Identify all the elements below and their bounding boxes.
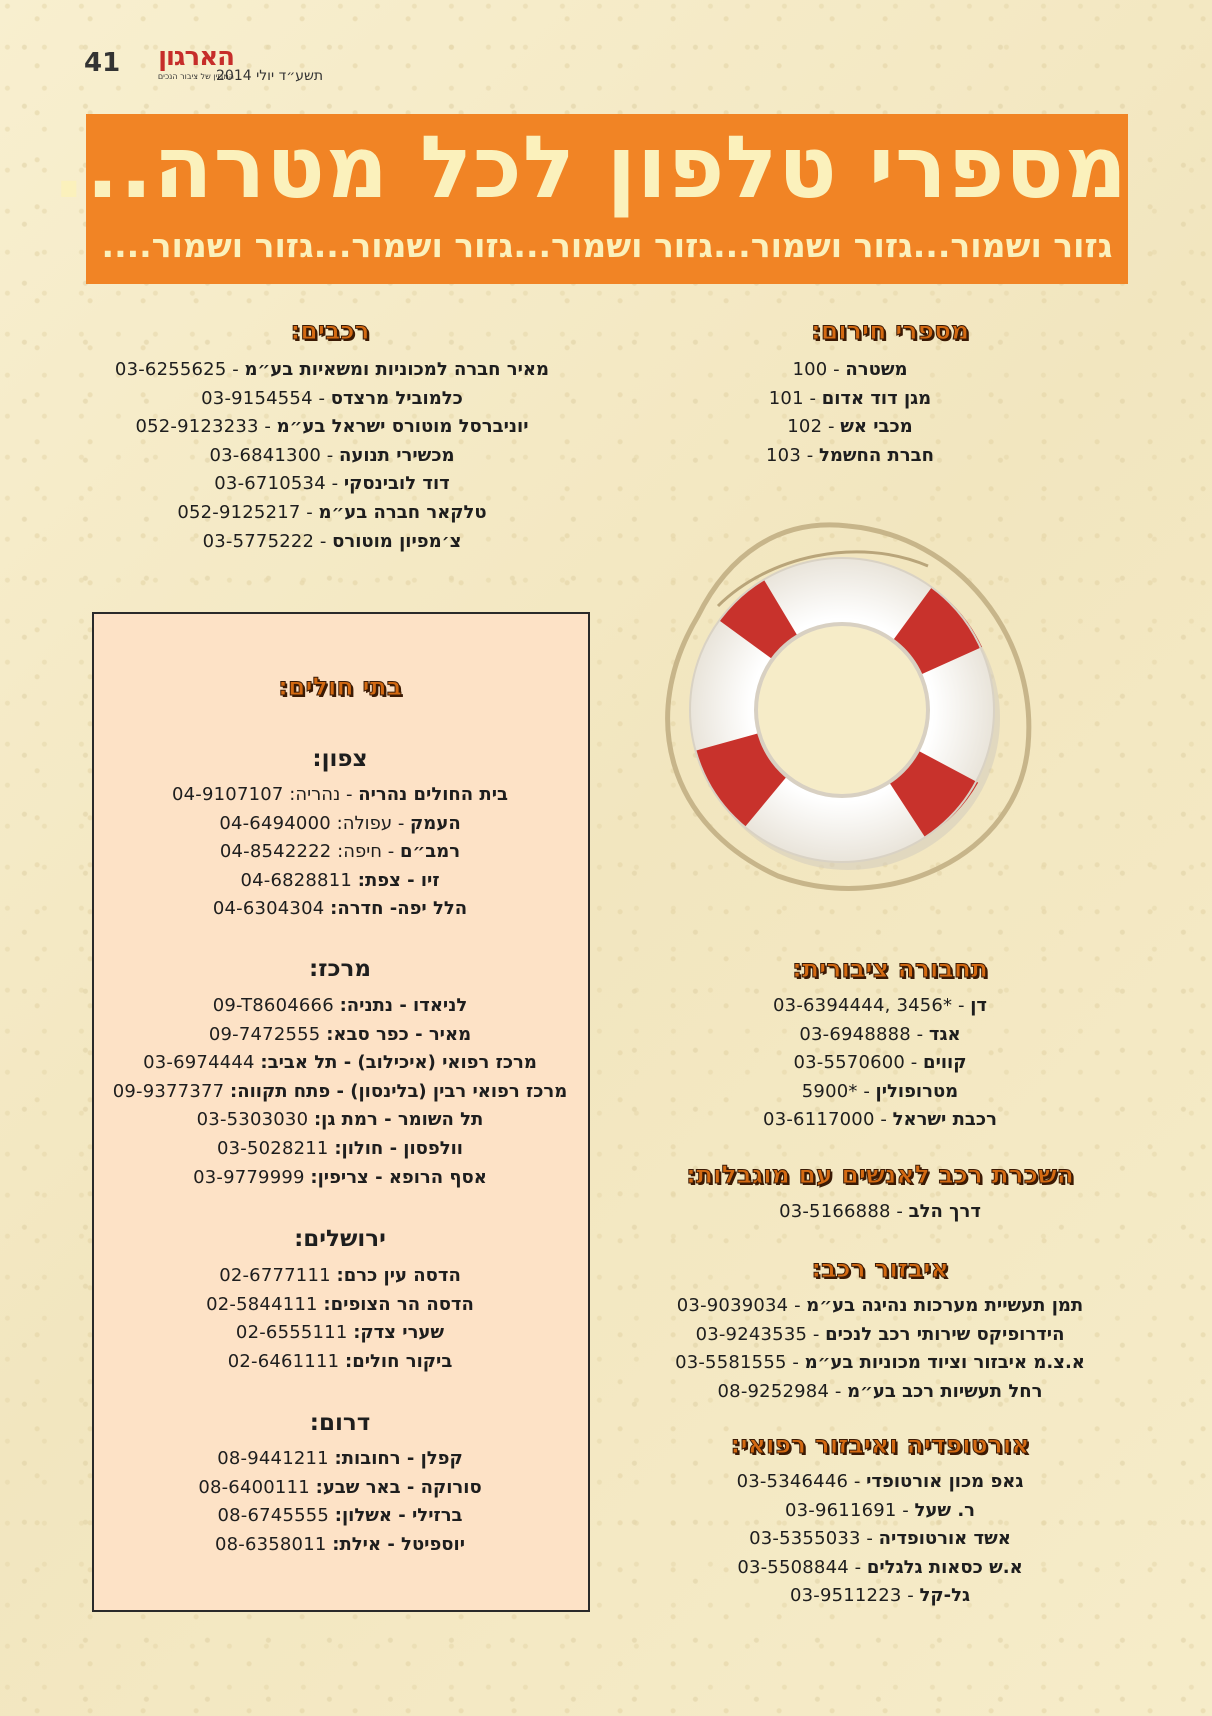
entry-name: אגד — [928, 1023, 961, 1045]
list-item: ר. שעל - 03-9611691 — [680, 1497, 1080, 1526]
entry-phone: 100 — [792, 359, 828, 380]
entry-phone: 03-6974444 — [143, 1052, 255, 1074]
list-item: מטרופולין - 5900* — [740, 1078, 1020, 1107]
emergency-list — [720, 356, 980, 470]
list-item: מכבי אש - 102 — [720, 413, 980, 442]
entry-name: סורוקה - באר שבע: — [315, 1476, 482, 1498]
entry-phone: 03-9511223 — [789, 1585, 902, 1607]
entry-phone: 03-5581555 — [675, 1352, 787, 1374]
entry-phone: 03-5303030 — [196, 1109, 309, 1131]
entry-name: גל-קל — [919, 1585, 971, 1607]
list-item — [100, 1348, 580, 1377]
orthopedics-list — [680, 1468, 1080, 1611]
emergency-heading: מספרי חירום: — [810, 316, 970, 345]
entry-name: משטרה — [845, 359, 908, 380]
list-item: קווים - 03-5570600 — [740, 1049, 1020, 1078]
entry-phone: 052-9125217 — [177, 501, 301, 523]
rental-heading: השכרת רכב לאנשים עם מוגבלות: — [685, 1160, 1074, 1189]
entry-name: ביקור חולים: — [345, 1350, 453, 1372]
list-item: כלמוביל מרצדס - 03-9154554 — [92, 385, 572, 414]
entry-name: מאיר חברה למכוניות ומשאיות בע״מ — [244, 359, 550, 380]
entry-name: יוספיטל - אילת: — [332, 1533, 466, 1555]
entry-phone: 03-6948888 — [799, 1023, 911, 1045]
north-hospitals-list — [100, 781, 580, 924]
entry-phone: 02-5844111 — [206, 1293, 318, 1315]
list-item: גל-קל - 03-9511223 — [680, 1582, 1080, 1611]
list-item — [100, 1078, 580, 1107]
entry-phone: 03-6841300 — [209, 444, 322, 466]
list-item — [100, 1049, 580, 1078]
entry-phone: 103 — [766, 444, 801, 466]
list-item: מאיר חברה למכוניות ומשאיות בע״מ - 03-6255625 — [92, 356, 572, 385]
car-equipment-list — [640, 1292, 1120, 1406]
entry-name: מגן דוד אדום — [821, 387, 932, 409]
entry-phone: 101 — [768, 387, 804, 409]
center-hospitals-list — [100, 992, 580, 1192]
page-number: 41 — [84, 48, 121, 78]
lifebuoy-icon — [628, 496, 1040, 908]
list-item — [100, 1262, 580, 1291]
list-item: רחל תעשיות רכב בע״מ - 08-9252984 — [640, 1378, 1120, 1407]
entry-phone: 03-5346446 — [736, 1471, 849, 1492]
entry-phone: 03-6394444, 3456* — [773, 995, 953, 1016]
list-item: טלקאר חברה בע״מ - 052-9125217 — [92, 499, 572, 528]
cars-list — [92, 356, 572, 556]
list-item — [100, 1502, 580, 1531]
entry-name: מכבי אש — [840, 416, 913, 438]
entry-name: מטרופולין — [875, 1080, 959, 1102]
list-item: תמן תעשיית מערכות נהיגה בע״מ - 03-9039034 — [640, 1292, 1120, 1321]
list-item: מכשירי תנועה - 03-6841300 — [92, 442, 572, 471]
entry-city: נהריה: — [289, 784, 341, 805]
car-equipment-heading: איבזור רכב: — [811, 1254, 949, 1283]
entry-name: טלקאר חברה בע״מ — [318, 501, 487, 523]
transit-heading: תחבורה ציבורית: — [791, 954, 988, 983]
north-heading: צפון: — [312, 746, 368, 772]
entry-phone: 04-6828811 — [240, 869, 353, 891]
entry-phone: 08-6400111 — [198, 1476, 310, 1498]
south-hospitals-list — [100, 1445, 580, 1559]
entry-name: אסף הרופא - צריפין: — [310, 1166, 487, 1188]
entry-phone: 04-6494000 — [219, 812, 331, 834]
south-heading: דרום: — [309, 1410, 371, 1436]
entry-phone: 08-6745555 — [217, 1505, 330, 1527]
list-item: רכבת ישראל - 03-6117000 — [740, 1106, 1020, 1135]
entry-phone: 08-9441211 — [217, 1448, 329, 1469]
entry-phone: 03-9039034 — [676, 1295, 789, 1316]
list-item: דרך הלב - 03-5166888 — [740, 1198, 1020, 1227]
entry-name: לניאדו - נתניה: — [339, 995, 468, 1016]
list-item — [100, 1474, 580, 1503]
entry-phone: 03-5166888 — [779, 1201, 891, 1222]
issue-date: תשע״ד יולי 2014 — [216, 68, 324, 84]
list-item: בית החולים נהריה - נהריה: 04-9107107 — [100, 781, 580, 810]
transit-list — [740, 992, 1020, 1135]
list-item — [100, 867, 580, 896]
entry-phone: 03-5570600 — [793, 1052, 906, 1074]
entry-name: אשד אורטופדיה — [878, 1528, 1011, 1550]
list-item: דוד לובינסקי - 03-6710534 — [92, 470, 572, 499]
entry-name: צ׳מפיון מוטורס — [332, 530, 462, 552]
cars-heading: רכבים: — [290, 316, 370, 345]
list-item: צ׳מפיון מוטורס - 03-5775222 — [92, 528, 572, 557]
center-heading: מרכז: — [309, 956, 371, 982]
entry-name: זיו - צפת: — [357, 869, 440, 891]
list-item — [100, 1531, 580, 1560]
entry-phone: 03-9243535 — [695, 1323, 808, 1345]
list-item: א.ש כסאות גלגלים - 03-5508844 — [680, 1554, 1080, 1583]
entry-name: רמב״ם — [399, 841, 461, 863]
entry-name: הדסה הר הצופים: — [323, 1293, 474, 1315]
entry-phone: 04-8542222 — [219, 841, 332, 863]
entry-name: מרכז רפואי רבין (בלינסון) - פתח תקווה: — [230, 1080, 568, 1102]
entry-name: מאיר - כפר סבא: — [326, 1023, 472, 1045]
list-item — [100, 895, 580, 924]
entry-city: חיפה: — [337, 841, 383, 863]
list-item: רמב״ם - חיפה: 04-8542222 — [100, 838, 580, 867]
entry-name: בית החולים נהריה — [358, 784, 508, 805]
entry-name: ברזילי - אשלון: — [334, 1505, 463, 1527]
entry-phone: 02-6777111 — [219, 1265, 331, 1286]
entry-name: העמק — [410, 812, 461, 834]
entry-name: שערי צדק: — [353, 1322, 445, 1344]
entry-name: א.צ.מ איבזור וציוד מכוניות בע״מ — [804, 1352, 1085, 1374]
jerusalem-heading: ירושלים: — [294, 1226, 386, 1252]
entry-name: תמן תעשיית מערכות נהיגה בע״מ — [806, 1295, 1084, 1316]
entry-name: קווים — [923, 1052, 967, 1074]
list-item: דן - 03-6394444, 3456* — [740, 992, 1020, 1021]
masthead — [84, 44, 384, 84]
entry-name: דרך הלב — [908, 1201, 981, 1222]
list-item: יוניברסל מוטורס ישראל בע״מ - 052-9123233 — [92, 413, 572, 442]
entry-phone: 04-6304304 — [212, 898, 325, 920]
list-item: א.צ.מ איבזור וציוד מכוניות בע״מ - 03-5581555 — [640, 1349, 1120, 1378]
title-banner — [52, 114, 1128, 284]
list-item — [100, 1164, 580, 1193]
entry-phone: 02-6555111 — [235, 1322, 348, 1344]
list-item — [100, 1021, 580, 1050]
list-item — [100, 1291, 580, 1320]
list-item — [100, 1319, 580, 1348]
entry-name: מרכז רפואי (איכילוב) - תל אביב: — [260, 1052, 537, 1074]
entry-phone: 03-5775222 — [202, 530, 315, 552]
entry-phone: 02-6461111 — [227, 1350, 340, 1372]
list-item: חברת החשמל - 103 — [720, 442, 980, 471]
list-item: אשד אורטופדיה - 03-5355033 — [680, 1525, 1080, 1554]
entry-phone: 5900* — [801, 1080, 858, 1102]
entry-phone: 102 — [787, 416, 823, 438]
entry-phone: 03-5355033 — [749, 1528, 861, 1550]
logo-word: הארגון — [158, 42, 234, 72]
entry-name: רכבת ישראל — [892, 1109, 997, 1131]
entry-phone: 03-9611691 — [785, 1499, 897, 1521]
entry-phone: 03-6117000 — [763, 1109, 875, 1131]
page-subtitle: גזור ושמור...גזור ושמור...גזור ושמור...גזור ושמור...גזור ושמור.... — [101, 226, 1113, 265]
entry-name: תל השומר - רמת גן: — [313, 1109, 484, 1131]
list-item — [100, 1445, 580, 1474]
entry-name: וולפסון - חולון: — [334, 1137, 463, 1159]
rental-list — [740, 1198, 1020, 1227]
entry-phone: 09-9377377 — [112, 1080, 225, 1102]
list-item — [100, 1135, 580, 1164]
entry-name: הדסה עין כרם: — [336, 1265, 461, 1286]
entry-name: דן — [970, 995, 987, 1016]
entry-name: א.ש כסאות גלגלים — [866, 1556, 1023, 1578]
list-item: משטרה - 100 — [720, 356, 980, 385]
list-item: מגן דוד אדום - 101 — [720, 385, 980, 414]
page-title: מספרי טלפון לכל מטרה... — [52, 118, 1128, 218]
entry-phone: 08-6358011 — [214, 1533, 327, 1555]
entry-phone: 03-6710534 — [214, 473, 326, 495]
list-item: העמק - עפולה: 04-6494000 — [100, 810, 580, 839]
entry-name: קפלן - רחובות: — [334, 1448, 463, 1469]
entry-phone: 03-9154554 — [201, 387, 313, 409]
entry-phone: 04-9107107 — [171, 784, 284, 805]
entry-name: כלמוביל מרצדס — [330, 387, 463, 409]
list-item — [100, 992, 580, 1021]
entry-name: רחל תעשיות רכב בע״מ — [847, 1380, 1043, 1402]
entry-name: גאפ מכון אורטופדי — [866, 1471, 1024, 1492]
entry-phone: 09-7472555 — [208, 1023, 321, 1045]
hospitals-heading: בתי חולים: — [277, 672, 403, 701]
orthopedics-heading: אורטופדיה ואיבזור רפואי: — [730, 1430, 1030, 1459]
list-item: גאפ מכון אורטופדי - 03-5346446 — [680, 1468, 1080, 1497]
entry-phone: 03-5028211 — [217, 1137, 329, 1159]
entry-name: חברת החשמל — [818, 444, 934, 466]
entry-name: ר. שעל — [914, 1499, 975, 1521]
entry-phone: 09-T8604666 — [212, 995, 334, 1016]
entry-city: עפולה: — [336, 812, 393, 834]
entry-name: הידרופיקס שירותי רכב לנכים — [825, 1323, 1065, 1345]
entry-name: הלל יפה- חדרה: — [330, 898, 468, 920]
jerusalem-hospitals-list — [100, 1262, 580, 1376]
entry-phone: 052-9123233 — [135, 416, 259, 438]
entry-phone: 03-5508844 — [737, 1556, 849, 1578]
list-item: הידרופיקס שירותי רכב לנכים - 03-9243535 — [640, 1321, 1120, 1350]
list-item: אגד - 03-6948888 — [740, 1021, 1020, 1050]
entry-phone: 03-9779999 — [193, 1166, 305, 1188]
entry-phone: 03-6255625 — [114, 359, 227, 380]
entry-name: מכשירי תנועה — [338, 444, 455, 466]
entry-name: יוניברסל מוטורס ישראל בע״מ — [276, 416, 529, 438]
list-item — [100, 1106, 580, 1135]
entry-phone: 08-9252984 — [717, 1380, 830, 1402]
entry-name: דוד לובינסקי — [343, 473, 450, 495]
logo-tagline: המגזין של ציבור הנכים — [157, 72, 234, 81]
